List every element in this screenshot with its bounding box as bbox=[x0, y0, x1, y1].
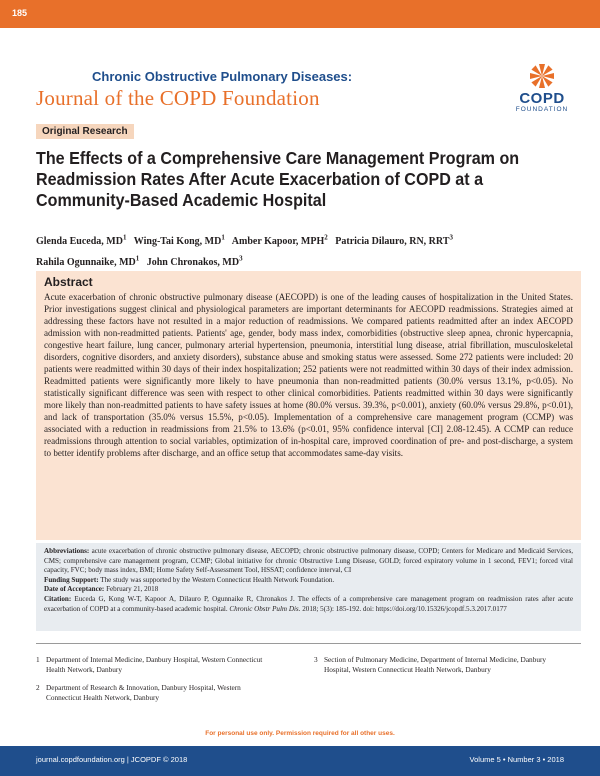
logo-word: COPD bbox=[519, 90, 565, 107]
citation-journal: Chronic Obstr Pulm Dis. bbox=[229, 604, 301, 613]
acceptance-label: Date of Acceptance: bbox=[44, 585, 105, 594]
author: Amber Kapoor, MPH$^2$ bbox=[231, 234, 328, 248]
pinwheel-icon bbox=[530, 64, 554, 88]
author: Wing-Tai Kong, $MD^1$ bbox=[133, 234, 225, 248]
author: Glenda Euceda, $MD^1$ bbox=[36, 234, 127, 248]
author: Rahila Ogunnaike, $MD^1$ bbox=[36, 254, 140, 268]
logo-foundation: FOUNDATION bbox=[515, 106, 569, 113]
abstract-text: Acute exacerbation of chronic obstructive pulmonary disease (AECOPD) is one of the leading causes of hospitalization in the United States. Prior investigations suggest clinical and physiological parameters are important determinants for AECOPD readmissions. Strategies aimed at addressing these factors have not resulted in a major reduction of readmissions. We compared patients readmitted after an index AECOPD admission with non-readmitted patients. Patients' age, gender, body mass index, comorbidities (obstructive sleep apnea, chronic hypercapnia, congestive heart failure, lung cancer, pulmonary arterial hypertension, pneumonia, interstitial lung disease, atrial fibrillation, musculoskeletal disorders, cognitive disorders, and anxiety disorders), substance abuse and smoking status were assessed. Some 272 patients were included: 20 patients were readmitted within 30 days of their index hospitalization; 252 patients were not readmitted within 30 days of their index admission. Readmitted patients were significantly more likely to have pneumonia than non-readmitted patients (30.0% versus 13.1%, p<0.05). No statistically significant difference was seen with respect to other clinical comorbidities. Patients readmitted within 30 days were significantly more likely than non-readmitted patients to have safety issues at home (80.0% versus. 39.3%, p<0.001), anxiety (60.0% versus 29.8%, p<0.01), and lack of transportation (35.0% versus 15.5%, p<0.05). Implementation of a comprehensive care management program (CCMP) was associated with a reduction in readmissions from 21.5% to 13.6% (p<0.01, 95% confidence interval [CI] 2.08-12.45). A CCMP can reduce readmissions through attention to social variables, optimization of in-hospital care, improved coordination of pre- and post-discharge, a system to better identify problems after discharge, and an office setup that accommodates same-day visits. bbox=[44, 292, 573, 458]
affiliation: 1 Department of Internal Medicine, Danbury Hospital, Western Connecticut Health Network, Danbury bbox=[36, 655, 263, 674]
article-meta-box bbox=[36, 543, 581, 631]
page-number: 185 bbox=[12, 8, 28, 18]
abbreviations-text: acute exacerbation of chronic obstructive pulmonary disease, AECOPD; chronic obstructive pulmonary disease, COPD; Centers for Medicare and Medicaid Services, CMS; comprehensive care management program, CCMP; Global initiative for chronic Obstructive Lung Disease, GOLD; forced expiratory volume in 1 second, FEV1; forced vital capacity, FVC; body mass index, BMI; Home Safety Self-Assessment Tool, HSSAT; confidence interval, CI bbox=[44, 547, 573, 575]
usage-notice: For personal use only. Permission required for all other uses. bbox=[205, 730, 395, 737]
author: John Chronakos, $MD^3$ bbox=[146, 254, 243, 268]
affiliation: 2 Department of Research & Innovation, Danbury Hospital, Western Connecticut Health Network, Danbury bbox=[36, 683, 241, 702]
funding-text: The study was supported by the Western Connecticut Health Network Foundation. bbox=[100, 575, 335, 584]
abbreviations-label: Abbreviations: bbox=[44, 547, 90, 555]
affiliation: 3 Section of Pulmonary Medicine, Department of Internal Medicine, Danbury Hospital, Western Connecticut Health Network, Danbury bbox=[314, 655, 547, 674]
acceptance-date: February 21, 2018 bbox=[106, 585, 159, 594]
author-list bbox=[36, 230, 576, 271]
article-type-tag: Original Research bbox=[36, 124, 134, 139]
journal-title: Journal of the COPD Foundation bbox=[36, 86, 320, 110]
journal-subtitle: Chronic Obstructive Pulmonary Diseases: bbox=[92, 69, 353, 84]
footer-journal-link[interactable]: journal.copdfoundation.org | JCOPDF © 2018 bbox=[36, 755, 188, 764]
abstract-heading: Abstract bbox=[44, 275, 93, 289]
citation-text: Euceda G, Kong W-T, Kapoor A, Dilauro P, Ogunnaike R, Chronakos J. The effects of a comprehensive care management program on readmission rates after acute exacerbation of COPD at a community-based academic hospital. bbox=[44, 594, 573, 613]
footer-volume: Volume 5 • Number 3 • 2018 bbox=[469, 755, 564, 764]
top-bar bbox=[0, 0, 600, 28]
abstract-box bbox=[36, 271, 581, 540]
funding-label: Funding Support: bbox=[44, 575, 99, 584]
author: Patricia Dilauro, RN, RRT$^3$ bbox=[335, 234, 453, 248]
citation-label: Citation: bbox=[44, 594, 72, 603]
article-title: The Effects of a Comprehensive Care Management Program on Readmission Rates After Acute Exacerbation of COPD at a Community-Based Academic Hospital bbox=[36, 148, 520, 210]
footnote-divider bbox=[36, 643, 581, 644]
citation-tail: 2018; 5(3): 185-192. doi: https://doi.org/10.15326/jcopdf.5.3.2017.0177 bbox=[302, 604, 507, 613]
